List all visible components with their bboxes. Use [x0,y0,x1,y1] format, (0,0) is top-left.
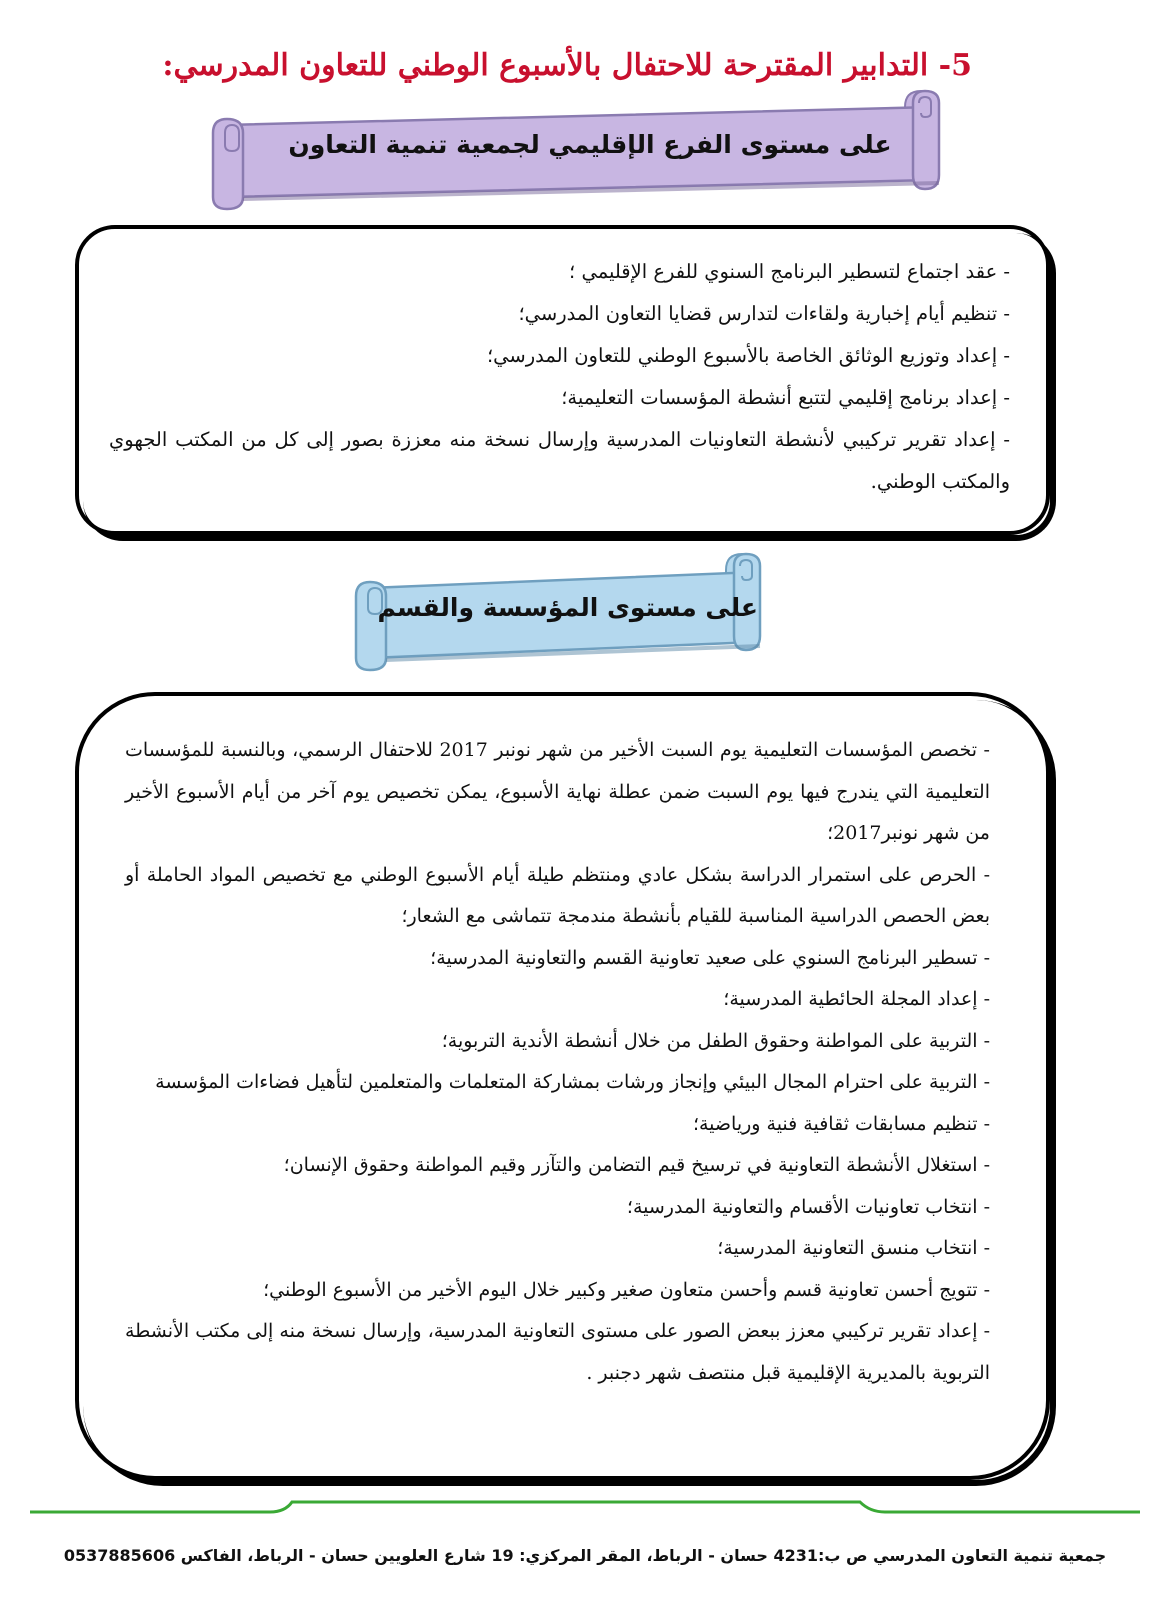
school-class-banner-label: على مستوى المؤسسة والقسم [377,593,758,622]
list-item: - تسطير البرنامج السنوي على صعيد تعاونية القسم والتعاونية المدرسية؛ [430,946,990,969]
list-item: - تنظيم مسابقات ثقافية فنية ورياضية؛ [692,1112,990,1135]
list-item: - عقد اجتماع لتسطير البرنامج السنوي للفرع الإقليمي ؛ [569,260,1010,283]
list-item: - التربية على المواطنة وحقوق الطفل من خلال أنشطة الأندية التربوية؛ [441,1029,990,1052]
page-title: 5- التدابير المقترحة للاحتفال بالأسبوع الوطني للتعاون المدرسي: [162,48,972,83]
school-class-banner [348,550,788,668]
list-item: - التربية على احترام المجال البيئي وإنجاز ورشات بمشاركة المتعلمات والمتعلمين لتأهيل فضاءات المؤسسة [155,1071,990,1093]
list-item: - إعداد وتوزيع الوثائق الخاصة بالأسبوع الوطني للتعاون المدرسي؛ [486,344,1010,367]
list-item: - انتخاب منسق التعاونية المدرسية؛ [717,1237,990,1259]
footer-contact: جمعية تنمية التعاون المدرسي ص ب:4231 حسان - الرباط، المقر المركزي: 19 شارع العلويين حسان - الرباط، الفاكس 0537885606 [63,1546,1107,1565]
list-item: - إعداد برنامج إقليمي لتتبع أنشطة المؤسسات التعليمية؛ [561,386,1010,409]
regional-measures-list [109,251,1010,503]
list-item: - تخصص المؤسسات التعليمية يوم السبت الأخير من شهر نونبر 2017 للاحتفال الرسمي، وبالنسبة للمؤسسات التعليمية التي يندرج فيها يوم السبت ضمن عطلة نهاية الأسبوع، يمكن تخصيص يوم آخر من أيام الأسبوع الأخير من شهر نونبر2017؛ [125,739,990,844]
list-item: - إعداد المجلة الحائطية المدرسية؛ [723,988,990,1010]
list-item: - استغلال الأنشطة التعاونية في ترسيخ قيم التضامن والتآزر وقيم المواطنة وحقوق الإنسان؛ [283,1154,990,1176]
list-item: - إعداد تقرير تركيبي معزز ببعض الصور على مستوى التعاونية المدرسية، وإرسال نسخة منه إلى مكتب الأنشطة التربوية بالمديرية الإقليمية قبل منتصف شهر دجنبر . [125,1320,990,1384]
school-measures-box [75,692,1050,1480]
school-measures-list [125,730,990,1394]
list-item: - تتويج أحسن تعاونية قسم وأحسن متعاون صغير وكبير خلال اليوم الأخير من الأسبوع الوطني؛ [263,1278,990,1301]
footer-divider [30,1500,1140,1540]
list-item: - إعداد تقرير تركيبي لأنشطة التعاونيات المدرسية وإرسال نسخة منه معززة بصور إلى كل من المكتب الجهوي والمكتب الوطني. [109,428,1010,493]
list-item: - تنظيم أيام إخبارية ولقاءات لتدارس قضايا التعاون المدرسي؛ [518,302,1010,325]
regional-branch-banner-label: على مستوى الفرع الإقليمي لجمعية تنمية التعاون [288,130,892,159]
list-item: - الحرص على استمرار الدراسة بشكل عادي ومنتظم طيلة أيام الأسبوع الوطني مع تخصيص المواد الحاملة أو بعض الحصص الدراسية المناسبة للقيام بأنشطة مندمجة تتماشى مع الشعار؛ [125,863,990,927]
regional-measures-box [75,225,1050,535]
regional-branch-banner [205,85,965,205]
list-item: - انتخاب تعاونيات الأقسام والتعاونية المدرسية؛ [626,1195,990,1218]
